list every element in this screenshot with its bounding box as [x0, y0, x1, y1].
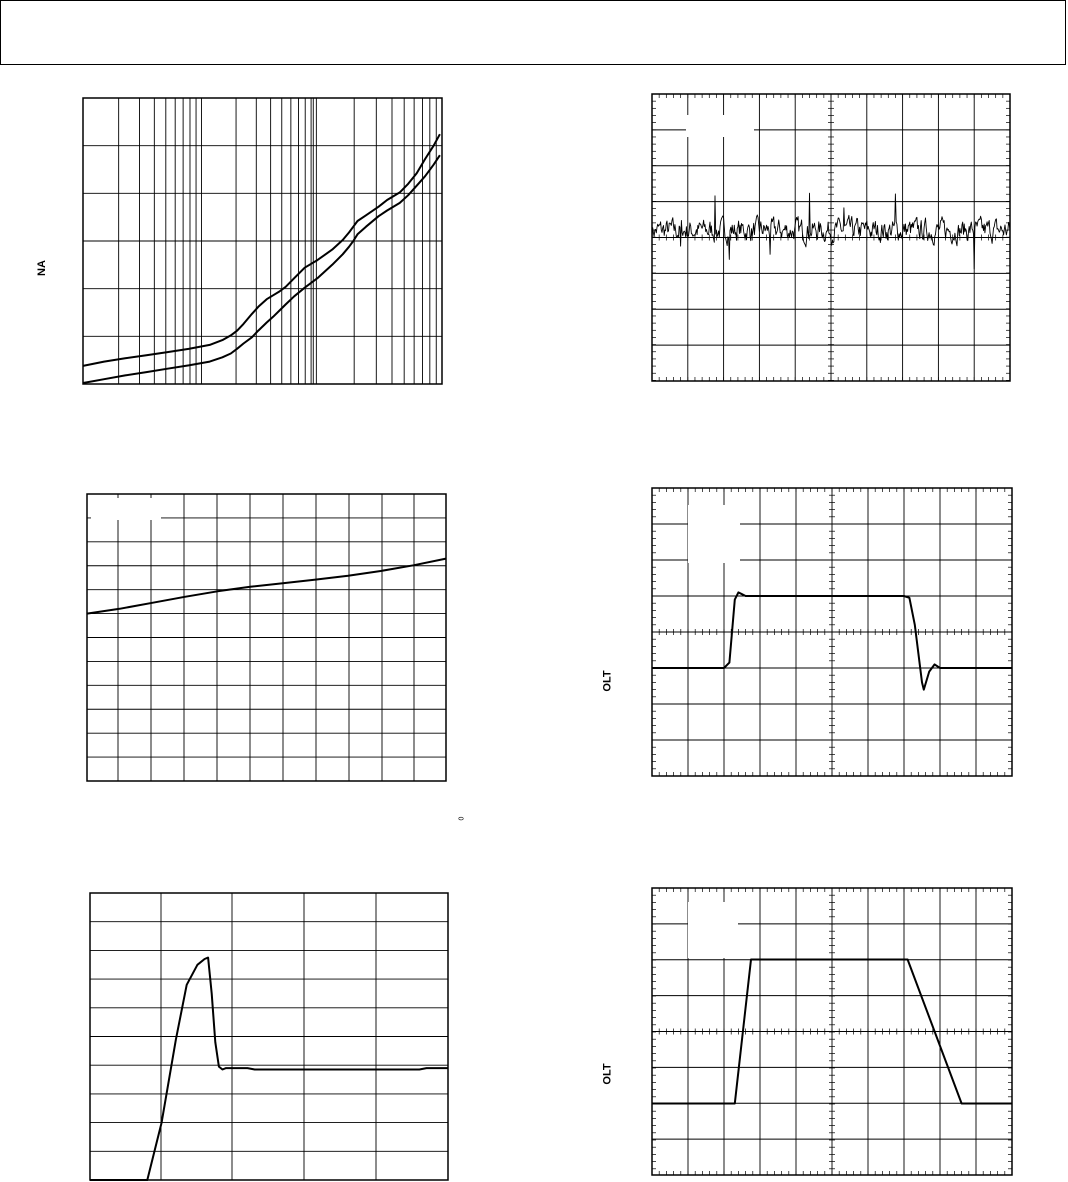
chart-4-ylabel: OLT	[601, 670, 614, 692]
legend-blank-area	[688, 902, 738, 958]
stray-mark: 0	[458, 816, 466, 821]
chart-1-ylabel: NA	[35, 260, 48, 276]
chart-6-ylabel: OLT	[601, 1063, 614, 1085]
